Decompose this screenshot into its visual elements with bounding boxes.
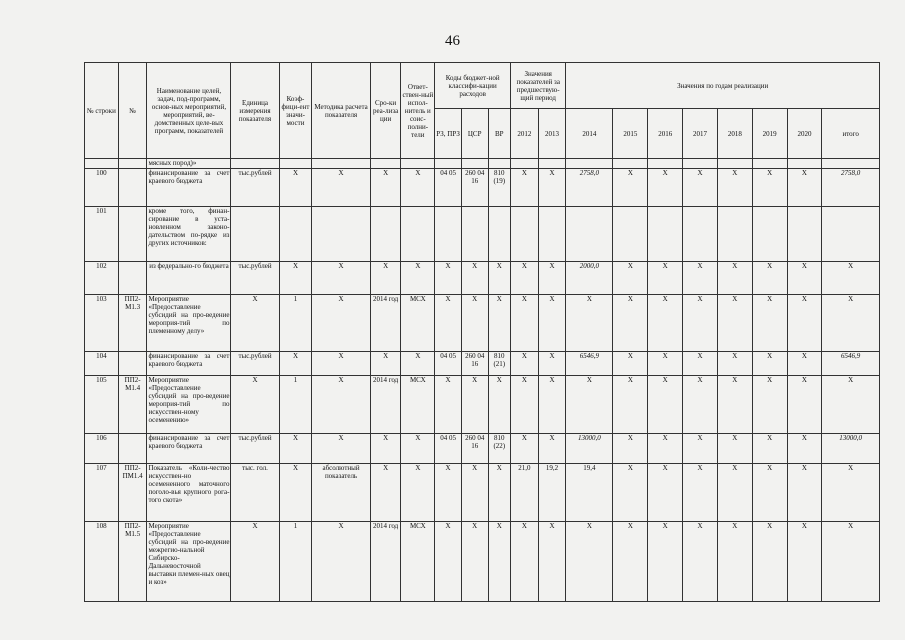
table-row: 106 финансирование за счет краевого бюджета тыс.рублей X X X X 04 05 260 04 16 810 (22) X X 13000,0 X X X X X X 13000,0 bbox=[85, 434, 880, 464]
col-budget-codes: Коды бюджет-ной классифи-кации расходов bbox=[435, 63, 511, 109]
table-row: 103 ПП2-М1.3 Мероприятие «Предоставление субсидий на про-ведение мероприя-тий по племенному делу» X 1 X 2014 год МСХ X X X X X X X X X X X X X bbox=[85, 295, 880, 352]
col-csr: ЦСР bbox=[461, 109, 488, 159]
col-2019: 2019 bbox=[752, 109, 787, 159]
table-row: 101 кроме того, финан-сирование в уста-новленном законо-дательством по-рядке из других источников: bbox=[85, 207, 880, 262]
table-row: 102 из федерально-го бюджета тыс.рублей X X X X X X X X X 2000,0 X X X X X X X bbox=[85, 262, 880, 295]
col-prev-values: Значения показателей за предшествую-щий период bbox=[511, 63, 566, 109]
col-name: Наименование целей, задач, под-программ, основ-ных мероприятий, мероприятий, ве-домственных целе-вых программ, показателей bbox=[147, 63, 231, 159]
col-executor: Ответ-ствен-ный испол-нитель и соис-полни-тели bbox=[401, 63, 435, 159]
table-row: 100 финансирование за счет краевого бюджета тыс.рублей X X X X 04 05 260 04 16 810 (19) X X 2758,0 X X X X X X 2758,0 bbox=[85, 169, 880, 207]
table-row: 105 ПП2-М1.4 Мероприятие «Предоставление субсидий на про-ведение мероприя-тий по искусствен-ному осеменению» X 1 X 2014 год МСХ X X X X X X X X X X X X X bbox=[85, 376, 880, 434]
continuation-text: мясных пород)» bbox=[147, 159, 231, 169]
col-2020: 2020 bbox=[787, 109, 822, 159]
col-total: итого bbox=[822, 109, 880, 159]
table-row-continuation bbox=[85, 159, 880, 169]
col-by-years: Значения по годам реализации bbox=[566, 63, 880, 109]
col-method: Методика расчета показателя bbox=[312, 63, 370, 159]
table-row: 107 ПП2-ПМ1.4 Показатель «Коли-чество искусствен-но осемененного маточного поголо-вья крупного рога-того скота» тыс. гол. X абсолютный показатель X X X X X 21,0 19,2 19,4 X X X X X X X bbox=[85, 464, 880, 522]
table-row: 108 ПП2-М1.5 Мероприятие «Предоставление субсидий на про-ведение межрегио-нальной Сибирско-Дальневосточной выставки племен-ных овец и коз» X 1 X 2014 год МСХ X X X X X X X X X X X X X bbox=[85, 522, 880, 602]
col-number: № bbox=[118, 63, 147, 159]
col-2017: 2017 bbox=[683, 109, 718, 159]
col-unit: Единица измерения показателя bbox=[231, 63, 279, 159]
col-2015: 2015 bbox=[613, 109, 648, 159]
col-2018: 2018 bbox=[717, 109, 752, 159]
col-coef: Коэф-фици-ент значи-мости bbox=[279, 63, 312, 159]
col-2012: 2012 bbox=[511, 109, 539, 159]
col-terms: Сро-ки реа-лиза ции bbox=[370, 63, 401, 159]
col-rz: РЗ, ПРЗ bbox=[435, 109, 462, 159]
col-row-number: № строки bbox=[85, 63, 119, 159]
col-vr: ВР bbox=[488, 109, 511, 159]
col-2013: 2013 bbox=[538, 109, 566, 159]
col-2016: 2016 bbox=[648, 109, 683, 159]
col-2014: 2014 bbox=[566, 109, 613, 159]
page-number: 46 bbox=[445, 33, 460, 49]
program-indicators-table bbox=[84, 62, 880, 602]
table-row: 104 финансирование за счет краевого бюджета тыс.рублей X X X X 04 05 260 04 16 810 (21) X X 6546,9 X X X X X X 6546,9 bbox=[85, 352, 880, 376]
